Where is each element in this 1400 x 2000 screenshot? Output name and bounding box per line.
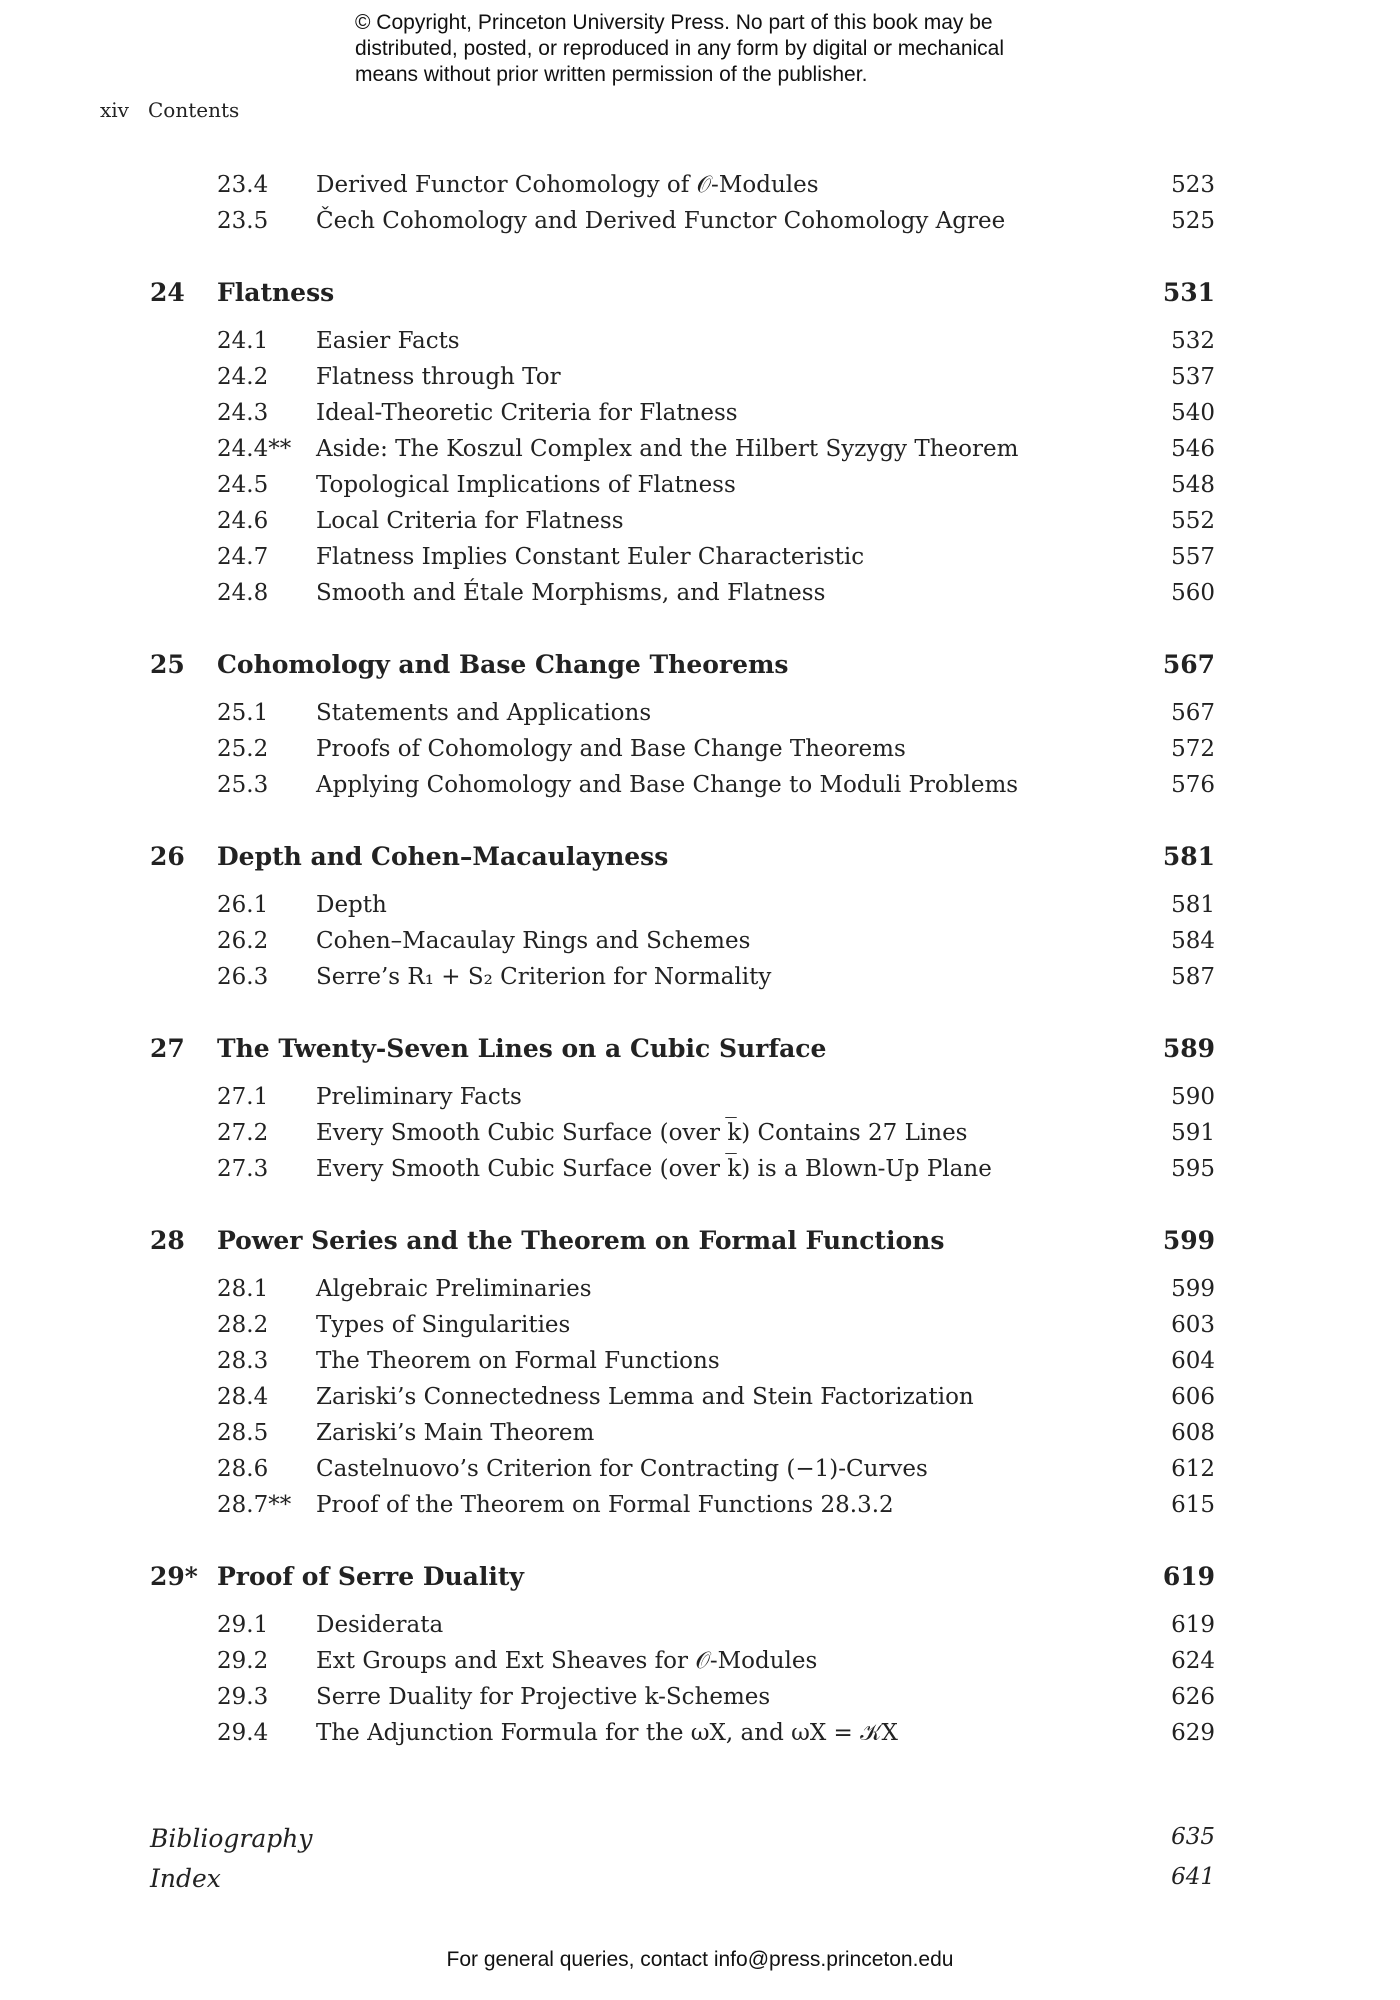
chapter-number: 24 [150, 278, 185, 307]
section-number: 28.5 [217, 1420, 269, 1446]
running-header [100, 98, 239, 122]
toc-section-row[interactable] [0, 540, 1400, 576]
toc-section-row[interactable] [0, 732, 1400, 768]
backmatter-title[interactable]: Index [150, 1864, 221, 1893]
section-page: 624 [1171, 1648, 1215, 1674]
section-page: 548 [1171, 472, 1215, 498]
backmatter-row[interactable] [0, 1820, 1400, 1860]
section-title[interactable]: Every Smooth Cubic Surface (over k̅) is a Blown-Up Plane [316, 1156, 992, 1182]
toc-section-row[interactable] [0, 1716, 1400, 1752]
section-number: 29.3 [217, 1684, 269, 1710]
section-page: 572 [1171, 736, 1215, 762]
section-number: 24.1 [217, 328, 269, 354]
section-title[interactable]: Cohen–Macaulay Rings and Schemes [316, 928, 751, 954]
section-number: 28.6 [217, 1456, 269, 1482]
chapter-page: 589 [1162, 1034, 1215, 1063]
section-page: 552 [1171, 508, 1215, 534]
chapter-page: 599 [1162, 1226, 1215, 1255]
section-page: 595 [1171, 1156, 1215, 1182]
section-number: 24.7 [217, 544, 269, 570]
chapter-number: 29* [150, 1562, 198, 1591]
section-page: 590 [1171, 1084, 1215, 1110]
toc-section-row[interactable] [0, 696, 1400, 732]
toc-section-row[interactable] [0, 504, 1400, 540]
chapter-page: 531 [1162, 278, 1215, 307]
section-title[interactable]: Castelnuovo’s Criterion for Contracting (−1)-Curves [316, 1456, 928, 1482]
toc-section-row[interactable] [0, 432, 1400, 468]
section-number: 29.2 [217, 1648, 269, 1674]
toc-chapter-row[interactable] [0, 270, 1400, 320]
chapter-page: 581 [1162, 842, 1215, 871]
section-number: 26.3 [217, 964, 269, 990]
spacer [0, 1188, 1400, 1218]
chapter-page: 567 [1162, 650, 1215, 679]
section-title[interactable]: Serre Duality for Projective k-Schemes [316, 1684, 771, 1710]
toc-section-row[interactable] [0, 1344, 1400, 1380]
backmatter-page: 635 [1171, 1824, 1215, 1850]
toc-section-row[interactable] [0, 1488, 1400, 1524]
section-title[interactable]: Ideal-Theoretic Criteria for Flatness [316, 400, 738, 426]
section-number: 26.2 [217, 928, 269, 954]
copyright-line-2: distributed, posted, or reproduced in any form by digital or mechanical [355, 37, 1005, 60]
section-number: 28.2 [217, 1312, 269, 1338]
section-page: 546 [1171, 436, 1215, 462]
section-number: 25.1 [217, 700, 269, 726]
section-number: 24.2 [217, 364, 269, 390]
backmatter-list [0, 1820, 1400, 1900]
section-title[interactable]: Every Smooth Cubic Surface (over k̅) Contains 27 Lines [316, 1120, 968, 1146]
chapter-title[interactable]: Flatness [217, 278, 335, 307]
section-page: 626 [1171, 1684, 1215, 1710]
section-title[interactable]: Smooth and Étale Morphisms, and Flatness [316, 580, 826, 606]
section-title[interactable]: Proofs of Cohomology and Base Change Theorems [316, 736, 906, 762]
toc-section-row[interactable] [0, 1452, 1400, 1488]
chapter-title[interactable]: Cohomology and Base Change Theorems [217, 650, 789, 679]
section-page: 525 [1171, 208, 1215, 234]
section-page: 629 [1171, 1720, 1215, 1746]
section-page: 604 [1171, 1348, 1215, 1374]
section-number: 24.3 [217, 400, 269, 426]
toc-section-row[interactable] [0, 1608, 1400, 1644]
section-title[interactable]: Čech Cohomology and Derived Functor Cohomology Agree [316, 208, 1006, 234]
section-page: 560 [1171, 580, 1215, 606]
section-page: 587 [1171, 964, 1215, 990]
chapter-number: 25 [150, 650, 185, 679]
toc-chapter-row[interactable] [0, 642, 1400, 692]
section-title[interactable]: Serre’s R₁ + S₂ Criterion for Normality [316, 964, 772, 990]
toc-chapter-row[interactable] [0, 1554, 1400, 1604]
section-title[interactable]: The Theorem on Formal Functions [316, 1348, 720, 1374]
toc-section-row[interactable] [0, 168, 1400, 204]
section-number: 26.1 [217, 892, 269, 918]
backmatter-row[interactable] [0, 1860, 1400, 1900]
chapter-title[interactable]: Depth and Cohen–Macaulayness [217, 842, 669, 871]
section-page: 557 [1171, 544, 1215, 570]
section-title[interactable]: Applying Cohomology and Base Change to Moduli Problems [316, 772, 1019, 798]
chapter-number: 27 [150, 1034, 185, 1063]
section-title[interactable]: Proof of the Theorem on Formal Functions 28.3.2 [316, 1492, 894, 1518]
section-page: 576 [1171, 772, 1215, 798]
section-page: 591 [1171, 1120, 1215, 1146]
section-number: 25.3 [217, 772, 269, 798]
spacer [0, 612, 1400, 642]
section-page: 619 [1171, 1612, 1215, 1638]
section-title[interactable]: Algebraic Preliminaries [316, 1276, 592, 1302]
section-page: 540 [1171, 400, 1215, 426]
section-title[interactable]: Topological Implications of Flatness [316, 472, 736, 498]
chapter-title[interactable]: The Twenty-Seven Lines on a Cubic Surface [217, 1034, 827, 1063]
toc-section-row[interactable] [0, 768, 1400, 804]
section-title[interactable]: Desiderata [316, 1612, 444, 1638]
section-title[interactable]: Depth [316, 892, 387, 918]
section-number: 24.6 [217, 508, 269, 534]
toc-chapter-row[interactable] [0, 1218, 1400, 1268]
toc-section-row[interactable] [0, 1116, 1400, 1152]
toc-section-row[interactable] [0, 1272, 1400, 1308]
section-title[interactable]: Flatness Implies Constant Euler Characteristic [316, 544, 865, 570]
section-page: 615 [1171, 1492, 1215, 1518]
section-title[interactable]: Zariski’s Main Theorem [316, 1420, 595, 1446]
section-number: 25.2 [217, 736, 269, 762]
toc-section-row[interactable] [0, 468, 1400, 504]
toc-section-row[interactable] [0, 1380, 1400, 1416]
copyright-line-1: © Copyright, Princeton University Press. No part of this book may be [355, 11, 993, 34]
section-title[interactable]: Statements and Applications [316, 700, 652, 726]
backmatter-title[interactable]: Bibliography [150, 1824, 313, 1853]
section-page: 523 [1171, 172, 1215, 198]
section-page: 606 [1171, 1384, 1215, 1410]
section-title[interactable]: Preliminary Facts [316, 1084, 522, 1110]
running-title: Contents [148, 98, 240, 122]
chapter-title[interactable]: Proof of Serre Duality [217, 1562, 524, 1591]
section-title[interactable]: Flatness through Tor [316, 364, 561, 390]
spacer [0, 996, 1400, 1026]
section-number: 23.5 [217, 208, 269, 234]
section-title[interactable]: Ext Groups and Ext Sheaves for 𝒪-Modules [316, 1648, 818, 1674]
copyright-notice [355, 10, 1115, 88]
toc-section-row[interactable] [0, 204, 1400, 240]
section-title[interactable]: Easier Facts [316, 328, 460, 354]
toc-section-row[interactable] [0, 1416, 1400, 1452]
section-title[interactable]: Local Criteria for Flatness [316, 508, 624, 534]
section-number: 28.1 [217, 1276, 269, 1302]
backmatter-page: 641 [1171, 1864, 1215, 1890]
section-page: 532 [1171, 328, 1215, 354]
section-number: 27.3 [217, 1156, 269, 1182]
section-title[interactable]: Types of Singularities [316, 1312, 571, 1338]
section-number: 28.7** [217, 1492, 292, 1518]
section-title[interactable]: Derived Functor Cohomology of 𝒪-Modules [316, 172, 819, 198]
section-title[interactable]: The Adjunction Formula for the ωX, and ωX = 𝒦X [316, 1720, 898, 1746]
section-number: 27.1 [217, 1084, 269, 1110]
toc-section-row[interactable] [0, 1644, 1400, 1680]
chapter-number: 26 [150, 842, 185, 871]
section-title[interactable]: Zariski’s Connectedness Lemma and Stein Factorization [316, 1384, 974, 1410]
copyright-line-3: means without prior written permission of the publisher. [355, 63, 868, 86]
toc-section-row[interactable] [0, 360, 1400, 396]
chapter-page: 619 [1162, 1562, 1215, 1591]
page-number: xiv [100, 98, 129, 122]
section-number: 27.2 [217, 1120, 269, 1146]
section-title[interactable]: Aside: The Koszul Complex and the Hilbert Syzygy Theorem [316, 436, 1019, 462]
toc-section-row[interactable] [0, 1080, 1400, 1116]
toc-section-row[interactable] [0, 1680, 1400, 1716]
toc-section-row[interactable] [0, 396, 1400, 432]
chapter-number: 28 [150, 1226, 185, 1255]
toc-section-row[interactable] [0, 960, 1400, 996]
section-page: 584 [1171, 928, 1215, 954]
section-number: 24.5 [217, 472, 269, 498]
section-page: 567 [1171, 700, 1215, 726]
section-number: 23.4 [217, 172, 269, 198]
toc-section-row[interactable] [0, 1308, 1400, 1344]
section-number: 24.8 [217, 580, 269, 606]
section-number: 28.4 [217, 1384, 269, 1410]
section-page: 603 [1171, 1312, 1215, 1338]
toc-chapter-row[interactable] [0, 834, 1400, 884]
chapter-title[interactable]: Power Series and the Theorem on Formal Functions [217, 1226, 945, 1255]
toc-section-row[interactable] [0, 576, 1400, 612]
section-number: 28.3 [217, 1348, 269, 1374]
footer-contact: For general queries, contact info@press.princeton.edu [446, 1948, 954, 1971]
section-page: 599 [1171, 1276, 1215, 1302]
section-number: 24.4** [217, 436, 292, 462]
toc-section-row[interactable] [0, 888, 1400, 924]
table-of-contents [0, 168, 1400, 1752]
spacer [0, 1524, 1400, 1554]
toc-section-row[interactable] [0, 324, 1400, 360]
section-number: 29.4 [217, 1720, 269, 1746]
toc-section-row[interactable] [0, 1152, 1400, 1188]
section-page: 608 [1171, 1420, 1215, 1446]
toc-chapter-row[interactable] [0, 1026, 1400, 1076]
spacer [0, 804, 1400, 834]
section-page: 581 [1171, 892, 1215, 918]
section-page: 612 [1171, 1456, 1215, 1482]
spacer [0, 240, 1400, 270]
section-number: 29.1 [217, 1612, 269, 1638]
toc-section-row[interactable] [0, 924, 1400, 960]
section-page: 537 [1171, 364, 1215, 390]
